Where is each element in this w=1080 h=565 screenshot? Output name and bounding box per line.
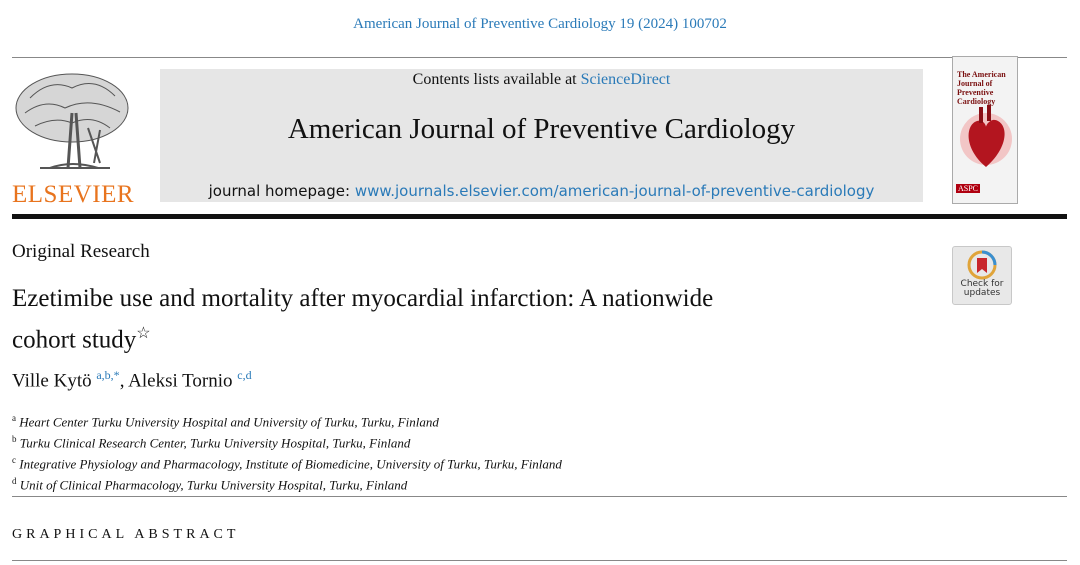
header-divider bbox=[12, 57, 1067, 58]
article-title-line1: Ezetimibe use and mortality after myocardial infarction: A nationwide bbox=[12, 285, 714, 312]
section-divider bbox=[12, 560, 1067, 561]
affiliation-mark: b bbox=[12, 433, 17, 444]
journal-cover-thumbnail[interactable] bbox=[952, 56, 1018, 204]
bookmark-icon bbox=[967, 250, 997, 280]
affiliation-item bbox=[12, 473, 562, 494]
affiliation-mark: d bbox=[12, 475, 17, 486]
homepage-line bbox=[160, 182, 923, 200]
cover-badge: ASPC bbox=[958, 184, 979, 193]
sciencedirect-link[interactable]: ScienceDirect bbox=[580, 71, 671, 88]
affiliation-list bbox=[12, 410, 562, 494]
author-affiliation-marks[interactable]: a,b,* bbox=[96, 368, 120, 382]
cover-title: The American Journal of Preventive Cardiology bbox=[957, 70, 1006, 106]
publisher-name: ELSEVIER bbox=[12, 181, 135, 208]
affiliation-text: Turku Clinical Research Center, Turku University Hospital, Turku, Finland bbox=[19, 435, 411, 451]
homepage-prefix: journal homepage: bbox=[208, 182, 355, 200]
journal-homepage-link[interactable]: www.journals.elsevier.com/american-journal-of-preventive-cardiology bbox=[354, 182, 875, 200]
affiliation-item bbox=[12, 431, 562, 452]
author-name[interactable]: Ville Kytö bbox=[12, 370, 92, 392]
section-divider bbox=[12, 496, 1067, 497]
check-label-line2: updates bbox=[963, 288, 1001, 298]
affiliation-mark: a bbox=[12, 413, 16, 423]
author-separator: , bbox=[119, 370, 129, 392]
affiliation-mark: c bbox=[12, 454, 16, 465]
tree-engraving-icon bbox=[10, 68, 135, 180]
check-for-updates-button[interactable] bbox=[952, 246, 1012, 305]
contents-line bbox=[160, 71, 923, 89]
masthead-divider bbox=[12, 214, 1067, 219]
contents-prefix: Contents lists available at bbox=[412, 71, 581, 88]
affiliation-item bbox=[12, 410, 562, 431]
section-type: Original Research bbox=[12, 241, 150, 262]
article-title-line2: cohort study bbox=[12, 326, 137, 354]
journal-title: American Journal of Preventive Cardiology bbox=[287, 113, 796, 145]
affiliation-text: Integrative Physiology and Pharmacology, Institute of Biomedicine, University of Turku, Turku, Finland bbox=[19, 456, 562, 472]
title-footnote-mark[interactable]: ☆ bbox=[136, 325, 151, 342]
affiliation-text: Unit of Clinical Pharmacology, Turku University Hospital, Turku, Finland bbox=[19, 477, 408, 493]
check-label-line1: Check for bbox=[960, 279, 1004, 289]
graphical-abstract-heading: GRAPHICAL ABSTRACT bbox=[12, 527, 240, 542]
author-list bbox=[12, 368, 252, 392]
affiliation-text: Heart Center Turku University Hospital and University of Turku, Turku, Finland bbox=[19, 414, 439, 430]
affiliation-item bbox=[12, 452, 562, 473]
author-name[interactable]: Aleksi Tornio bbox=[128, 370, 233, 392]
author-affiliation-marks[interactable]: c,d bbox=[237, 368, 252, 382]
citation-link[interactable]: American Journal of Preventive Cardiology 19 (2024) 100702 bbox=[353, 16, 727, 32]
article-title bbox=[12, 281, 912, 357]
heart-icon bbox=[959, 97, 1013, 179]
check-for-updates-label bbox=[953, 280, 1011, 298]
journal-banner bbox=[160, 69, 923, 202]
